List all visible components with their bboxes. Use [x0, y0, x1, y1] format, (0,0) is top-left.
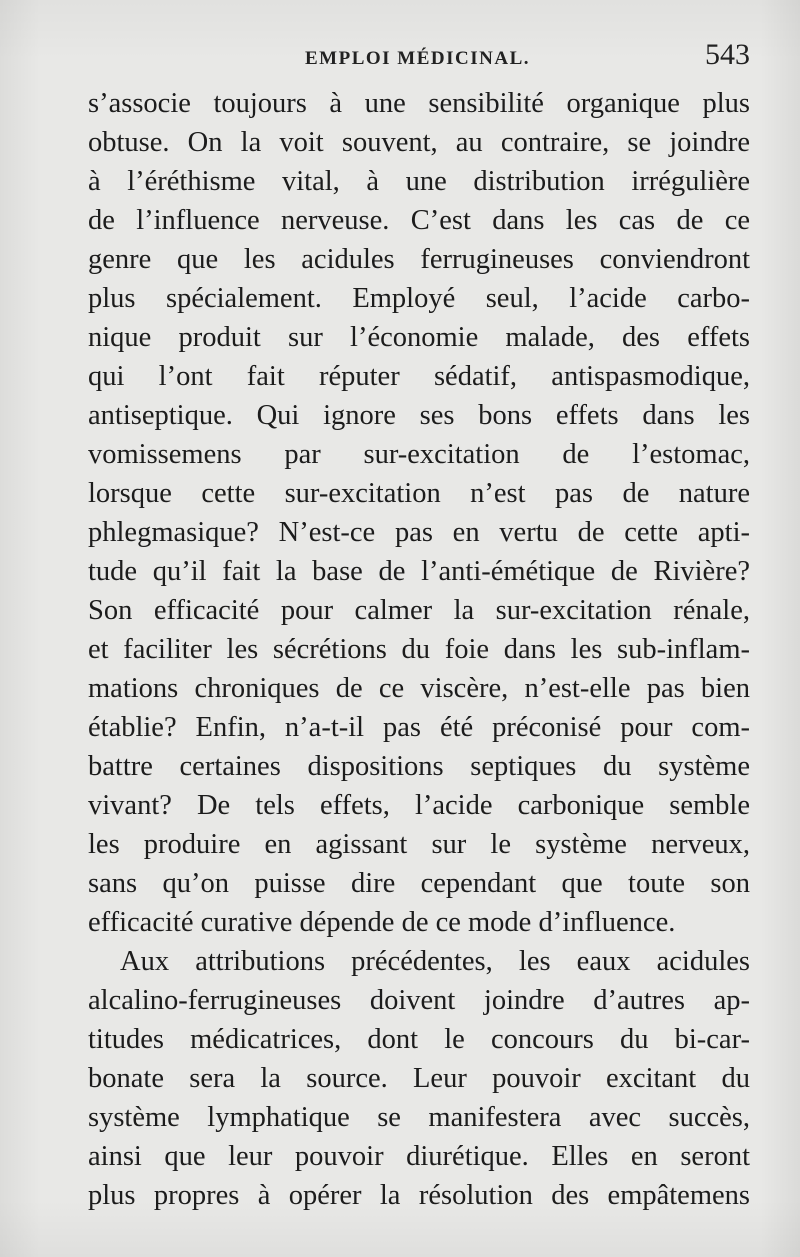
text-line: tude qu’il fait la base de l’anti-émétique de Rivière? [88, 556, 750, 587]
text-line: efficacité curative dépende de ce mode d’influence. [88, 907, 676, 938]
text-line: de l’influence nerveuse. C’est dans les cas de ce [88, 205, 750, 236]
text-line: ainsi que leur pouvoir diurétique. Elles en seront [88, 1141, 750, 1172]
text-line: mations chroniques de ce viscère, n’est-elle pas bien [88, 673, 750, 704]
text-line: Aux attributions précédentes, les eaux acidules [120, 946, 750, 977]
text-line: alcalino-ferrugineuses doivent joindre d’autres ap- [88, 985, 750, 1016]
text-line: établie? Enfin, n’a-t-il pas été préconisé pour com- [88, 712, 750, 743]
text-line: genre que les acidules ferrugineuses conviendront [88, 244, 750, 275]
text-line: battre certaines dispositions septiques du système [88, 751, 750, 782]
body-text [88, 84, 750, 1215]
text-line: antiseptique. Qui ignore ses bons effets dans les [88, 400, 750, 431]
text-line: plus spécialement. Employé seul, l’acide carbo- [88, 283, 750, 314]
page-number: 543 [705, 38, 750, 71]
text-line: nique produit sur l’économie malade, des effets [88, 322, 750, 353]
running-title: EMPLOI MÉDICINAL. [305, 48, 531, 69]
text-line: qui l’ont fait réputer sédatif, antispasmodique, [88, 361, 750, 392]
text-line: phlegmasique? N’est-ce pas en vertu de cette apti- [88, 517, 750, 548]
text-line: vomissemens par sur-excitation de l’estomac, [88, 439, 750, 470]
text-line: plus propres à opérer la résolution des empâtemens [88, 1180, 750, 1211]
text-line: titudes médicatrices, dont le concours du bi-car- [88, 1024, 750, 1055]
text-line: et faciliter les sécrétions du foie dans les sub-inflam- [88, 634, 750, 665]
text-line: vivant? De tels effets, l’acide carbonique semble [88, 790, 750, 821]
text-line: bonate sera la source. Leur pouvoir excitant du [88, 1063, 750, 1094]
text-line: les produire en agissant sur le système nerveux, [88, 829, 750, 860]
text-line: s’associe toujours à une sensibilité organique plus [88, 88, 750, 119]
text-line: Son efficacité pour calmer la sur-excitation rénale, [88, 595, 750, 626]
text-line: lorsque cette sur-excitation n’est pas de nature [88, 478, 750, 509]
text-line: obtuse. On la voit souvent, au contraire, se joindre [88, 127, 750, 158]
text-line: à l’éréthisme vital, à une distribution irrégulière [88, 166, 750, 197]
text-line: sans qu’on puisse dire cependant que toute son [88, 868, 750, 899]
text-line: système lymphatique se manifestera avec succès, [88, 1102, 750, 1133]
